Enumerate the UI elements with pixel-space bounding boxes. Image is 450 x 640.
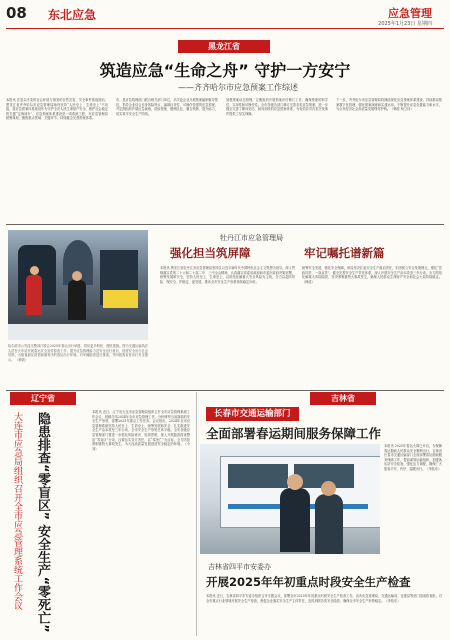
br-headline2: 开展2025年年初重点时段安全生产检查 [206, 575, 411, 589]
mid-headline-left: 强化担当筑屏障 [170, 246, 251, 260]
mid-headline-right: 牢记嘱托谱新篇 [304, 246, 385, 260]
top-divider [6, 224, 444, 225]
br-headline: 全面部署春运期间服务保障工作 [206, 426, 382, 441]
top-article-col2: 市、县应急管理部门联合相关部门单位，多次赴企业开展预案编制督导帮扶，指导企业结合自身风险特点，编制针对性、可操作性强的应急预案，并定期组织开展应急演练，检验预案、锻炼队伍、磨合机制、提升能力，切实筑牢安全生产防线。 [116, 98, 218, 116]
mid-article-col2: 统筹安全发展，强化安全保障。该局坚决扛起安全生产政治责任，牢固树立安全发展理念，强化“党政同责、一岗双责”，健全完善安全生产责任体系，深入开展安全生产治本攻坚三年行动，全力防范化解重大风险隐患，坚决遏制重特大事故发生，确保人民群众生命财产安全和社会大局持续稳定。（韩波） [302, 266, 442, 284]
ice-city-photo [8, 230, 148, 340]
br-article: 本报讯 2025年春运大幕已开启，为保障春运期间人民群众安全顺利出行，吉林省长春市交通运输部门全面部署春运期间服务保障工作，提前谋划运输组织，加强客运站安全检查，强化运力调配，确保广大旅客平安、有序、温暖出行。（李桂东） [384, 444, 442, 471]
top-headline: 筑造应急“生命之舟” 守护一方安宁 [99, 61, 351, 80]
bl-article: 本报讯 近日，辽宁省大连市应急管理局组织召开全市应急管理系统工作会议，回顾总结2024年全市应急管理工作，分析研判当前面临的安全生产形势，部署2025年重点工作任务。会议指出，2024年全市应急管理系统坚持人民至上、生命至上，统筹发展和安全，扎实推进安全生产治本攻坚三年行动，全市安全生产形势总体平稳。全市各级应急管理部门要进一步强化风险意识、底线思维，深入开展隐患排查整治“零盲区”行动，压紧压实各方责任，以“零死亡”为目标，全力防范遏制重特大事故发生，为大连高质量发展创造安全稳定的环境。（小刘） [92, 410, 190, 451]
region-label-liaoning: 辽宁省 [10, 392, 76, 405]
top-subheadline: ——齐齐哈尔市应急预案工作综述 [178, 83, 298, 92]
bottom-column-rule [196, 392, 197, 636]
br-article2: 本报讯 近日，吉林省四平市安委办组织召开专题会议，部署全市2025年年初重点时段安全生产检查工作，由市应急管理局、交通运输局、住建局等部门组成检查组，对全市重点行业领域开展安全生产检查，督促企业落实安全生产主体责任，及时消除各类安全隐患，确保全市安全生产形势稳定。（李桂东） [206, 594, 442, 603]
photo-caption: 哈尔滨市公安局交警部门联合2025年春运出行举措，供应更多利民、便民措施。图为交通运输执法人员在火车站开展春运安全宣传检查工作，提升应急管理能力及安全出行意识，营造安全出行社会氛围，为旅客朋友营造和谐有序的春运出行环境。对车辆隐患进行排查，并向旅客宣传出行安全提示。 （韩波） [8, 344, 148, 362]
bus-inspection-photo [200, 444, 380, 554]
mid-article-col1: 本报讯 黑龙江省牡丹江市应急管理局坚持以习近平新时代中国特色社会主义思想为指导，深入贯彻落实党的二十大和二十届二中、三中全会精神，认真落实省委省政府和市委市政府决策部署，统筹发展和安全，坚持人民至上、生命至上，以防范化解重大安全风险为主线，全力以赴防风险、保安全、护稳定、促发展，推动全市安全生产形势持续稳定向好。 [160, 266, 295, 284]
region-label-heilongjiang: 黑龙江省 [178, 40, 270, 53]
br-banner: 长春市交通运输部门 [206, 407, 299, 421]
page-number: 08 [6, 4, 27, 22]
region-label-jilin: 吉林省 [310, 392, 376, 405]
mid-divider [6, 390, 444, 391]
bl-headline-vertical: 隐患排查“零盲区” 安全生产“零死亡” [35, 412, 50, 633]
mid-kicker: 牡丹江市应急管理局 [220, 234, 283, 242]
column-title: 应急管理 [388, 7, 432, 20]
issue-date: 2025年1月23日 星期四 [378, 21, 432, 27]
header-rule [6, 28, 444, 29]
top-article-col3: 加强预案动态管理，定期组织开展预案评估修订工作，确保预案的科学性、实用性和可操作性。全市各级各部门修订完善各类应急预案，进一步健全完善了横向到边、纵向到底的应急预案体系，为有效应对各类突发事件提供了坚实保障。 [226, 98, 328, 116]
section-title: 东北应急 [48, 8, 97, 22]
br-kicker: 吉林省四平市安委办 [208, 563, 271, 571]
top-article-col4: 下一步，齐齐哈尔市应急管理局将继续深化应急预案体系建设，持续推动预案数字化管理，强化预案演练和实战运用，不断提升应急处置能力和水平，为全市经济社会高质量发展保驾护航。（韩波 杨立伟） [336, 98, 442, 112]
bl-side-title-vertical: 大连市应急局组织召开全市应急管理系统工作会议 [12, 412, 22, 610]
top-article-col1: 本报讯 在复杂多变的社会环境与频发的自然灾害、安全事件挑战面前，黑龙江省齐齐哈尔市应急管理局始终坚持“人民至上、生命至上”不动摇，将应急预案体系建设作为守护全市人民生命财产安全、维护社会稳定的关键“定海神针”。应急预案体系建设是一项系统工程，市应急管理局统筹谋划，聚焦重点领域、关键环节，持续健全完善预案体系。 [6, 98, 108, 121]
